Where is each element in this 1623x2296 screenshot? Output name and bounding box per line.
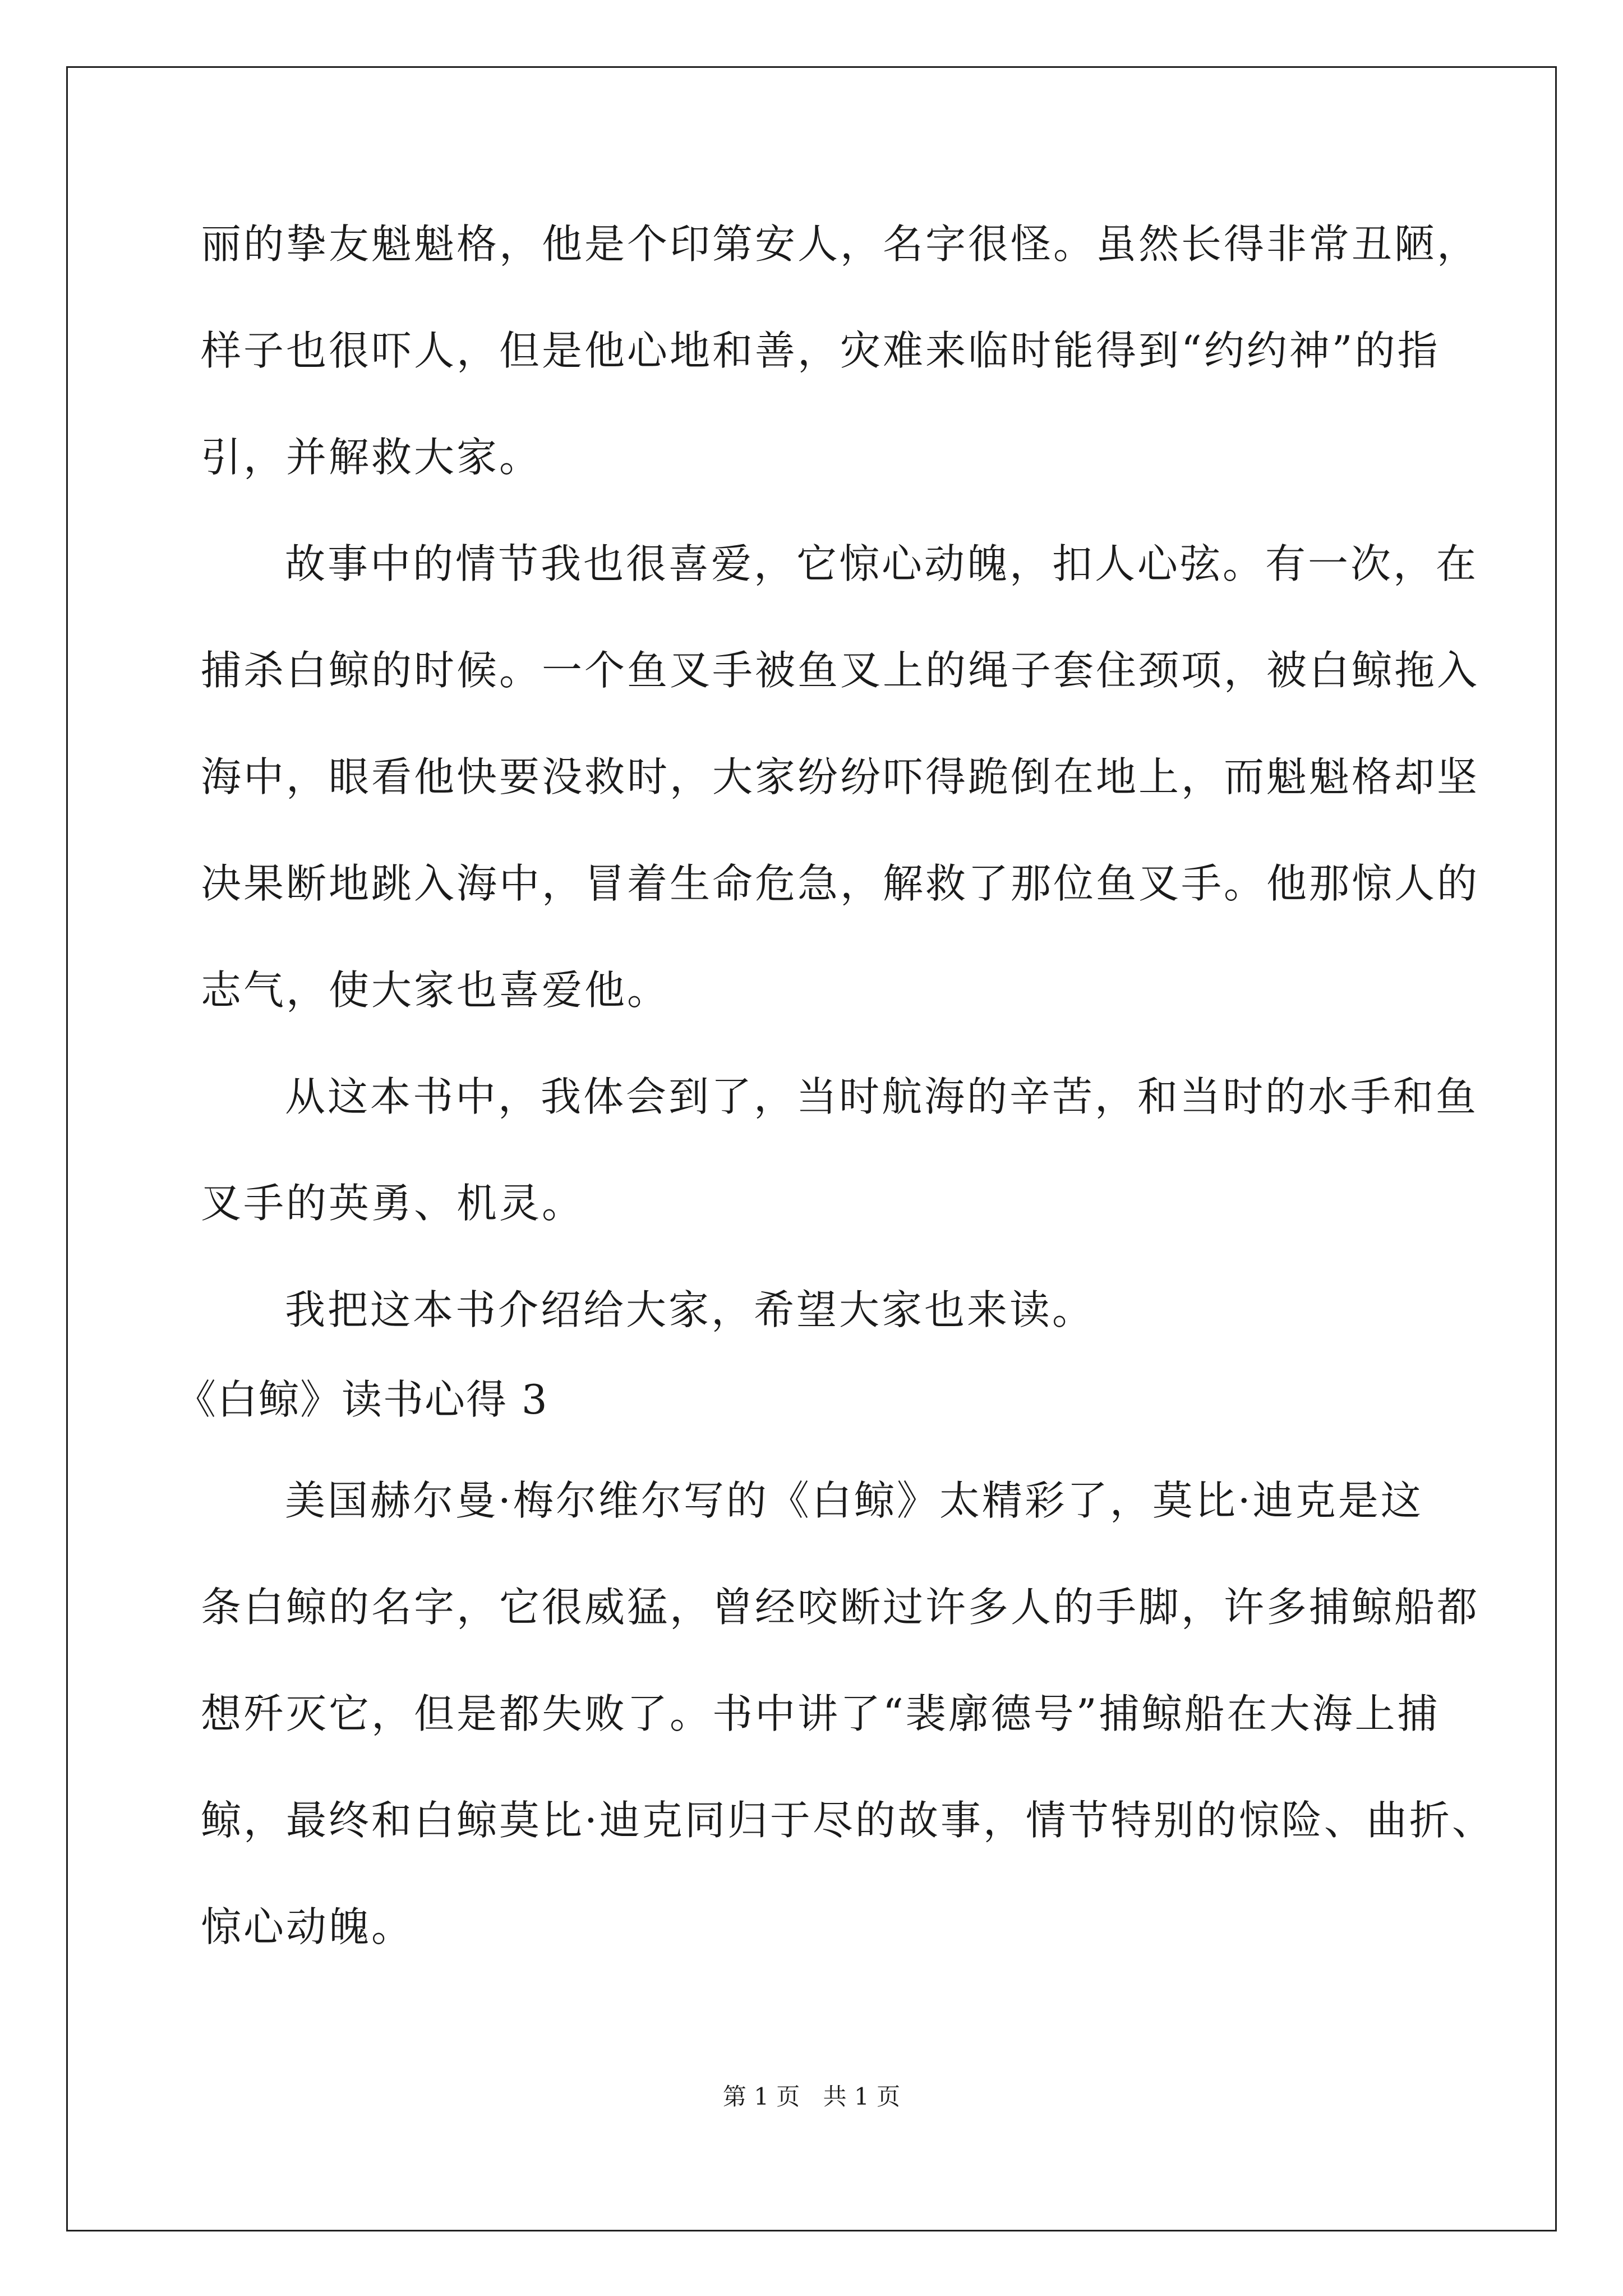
text-line: 想歼灭它，但是都失败了。书中讲了“裴廓德号”捕鲸船在大海上捕 [201, 1690, 1440, 1737]
paragraph-start-line: 从这本书中，我体会到了，当时航海的辛苦，和当时的水手和鱼 [285, 1073, 1479, 1120]
text-line: 志气，使大家也喜爱他。 [201, 967, 670, 1014]
text-line: 丽的挚友魁魁格，他是个印第安人，名字很怪。虽然长得非常丑陋， [201, 220, 1480, 268]
text-line: 捕杀白鲸的时候。一个鱼叉手被鱼叉上的绳子套住颈项，被白鲸拖入 [201, 647, 1480, 694]
paragraph-start-line: 故事中的情节我也很喜爱，它惊心动魄，扣人心弦。有一次，在 [285, 540, 1479, 587]
text-line: 条白鲸的名字，它很威猛，曾经咬断过许多人的手脚，许多捕鲸船都 [201, 1584, 1480, 1631]
text-line: 样子也很吓人，但是他心地和善，灾难来临时能得到“约约神”的指 [201, 327, 1440, 374]
text-line: 叉手的英勇、机灵。 [201, 1180, 585, 1227]
paragraph-start-line: 美国赫尔曼·梅尔维尔写的《白鲸》太精彩了，莫比·迪克是这 [285, 1477, 1423, 1524]
text-line: 引，并解救大家。 [201, 434, 542, 481]
page-footer [0, 2080, 1623, 2114]
text-line: 海中，眼看他快要没救时，大家纷纷吓得跪倒在地上，而魁魁格却坚 [201, 753, 1480, 800]
paragraph-start-line: 我把这本书介绍给大家，希望大家也来读。 [285, 1286, 1095, 1333]
text-line: 惊心动魄。 [201, 1903, 414, 1950]
section-heading: 《白鲸》读书心得 3 [176, 1376, 548, 1423]
text-line: 决果断地跳入海中，冒着生命危急，解救了那位鱼叉手。他那惊人的 [201, 860, 1480, 907]
page-number-total: 共 1 页 [823, 2083, 901, 2110]
text-line: 鲸，最终和白鲸莫比·迪克同归于尽的故事，情节特别的惊险、曲折、 [201, 1797, 1495, 1844]
page-number-current: 第 1 页 [722, 2083, 800, 2110]
